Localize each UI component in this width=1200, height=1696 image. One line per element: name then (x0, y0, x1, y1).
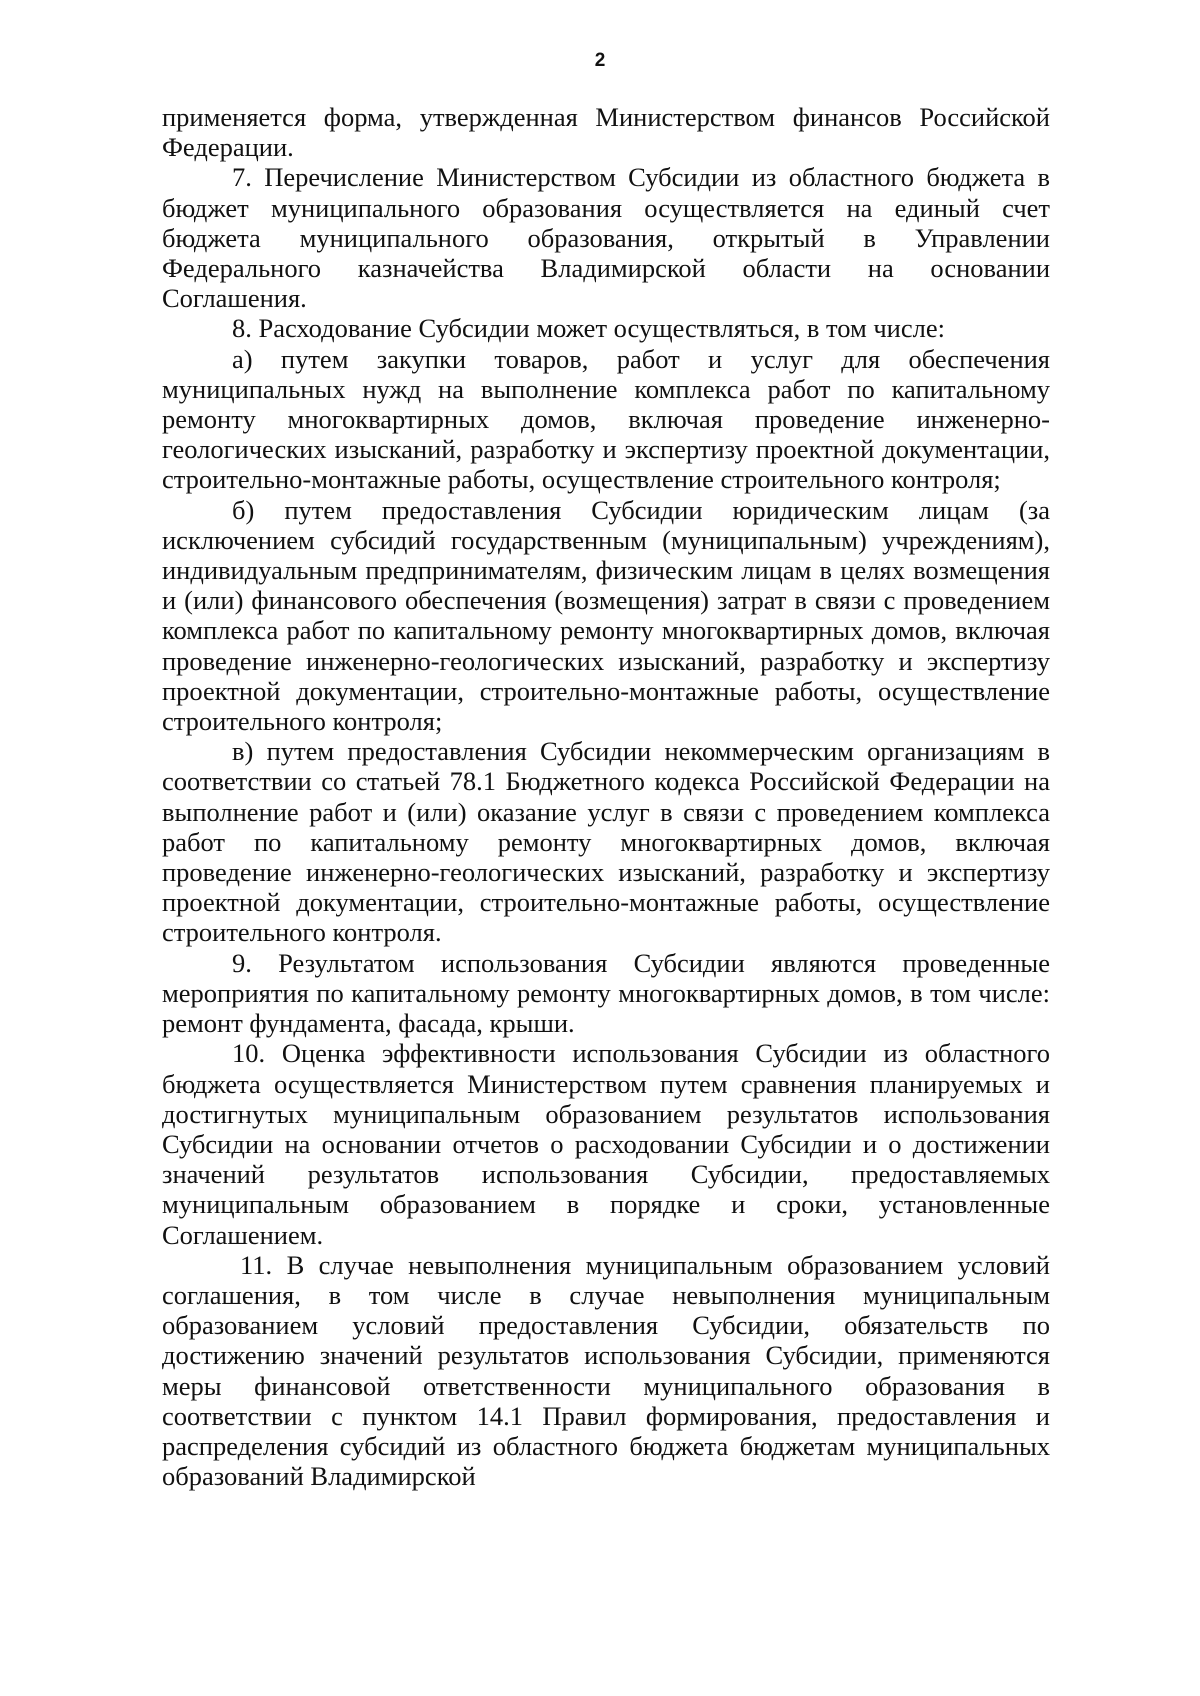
paragraph-item-8b: б) путем предоставления Субсидии юридическим лицам (за исключением субсидий государственным (муниципальным) учреждениям), индивидуальным предпринимателям, физическим лицам в целях возмещения и (или) финансового обеспечения (возмещения) затрат в связи с проведением комплекса работ по капитальному ремонту многоквартирных домов, включая проведение инженерно-геологических изысканий, разработку и экспертизу проектной документации, строительно-монтажные работы, осуществление строительного контроля; (162, 494, 1050, 737)
paragraph-item-8v: в) путем предоставления Субсидии некоммерческим организациям в соответствии со статьей 78.1 Бюджетного кодекса Российской Федерации на выполнение работ и (или) оказание услуг в связи с проведением комплекса работ по капитальному ремонту многоквартирных домов, включая проведение инженерно-геологических изысканий, разработку и экспертизу проектной документации, строительно-монтажные работы, осуществление строительного контроля. (162, 736, 1050, 948)
paragraph-continuation: применяется форма, утвержденная Министерством финансов Российской Федерации. (162, 102, 1050, 163)
document-body (162, 102, 1050, 1491)
page-number: 2 (594, 50, 606, 71)
paragraph-item-7: 7. Перечисление Министерством Субсидии из областного бюджета в бюджет муниципального образования осуществляется на единый счет бюджета муниципального образования, открытый в Управлении Федерального казначейства Владимирской области на основании Соглашения. (162, 162, 1050, 314)
paragraph-item-8: 8. Расходование Субсидии может осуществляться, в том числе: (232, 313, 945, 344)
paragraph-item-9: 9. Результатом использования Субсидии являются проведенные мероприятия по капитальному ремонту многоквартирных домов, в том числе: ремонт фундамента, фасада, крыши. (162, 947, 1050, 1039)
paragraph-item-10: 10. Оценка эффективности использования Субсидии из областного бюджета осуществляется Министерством путем сравнения планируемых и достигнутых муниципальным образованием результатов использования Субсидии на основании отчетов о расходовании Субсидии и о достижении значений результатов использования Субсидии, предоставляемых муниципальным образованием в порядке и сроки, установленные Соглашением. (162, 1038, 1050, 1250)
paragraph-item-8a: а) путем закупки товаров, работ и услуг для обеспечения муниципальных нужд на выполнение комплекса работ по капитальному ремонту многоквартирных домов, включая проведение инженерно-геологических изысканий, разработку и экспертизу проектной документации, строительно-монтажные работы, осуществление строительного контроля; (162, 343, 1050, 495)
paragraph-item-11: 11. В случае невыполнения муниципальным образованием условий соглашения, в том числе в случае невыполнения муниципальным образованием условий предоставления Субсидии, обязательств по достижению значений результатов использования Субсидии, применяются меры финансовой ответственности муниципального образования в соответствии с пунктом 14.1 Правил формирования, предоставления и распределения субсидий из областного бюджета бюджетам муниципальных образований Владимирской (162, 1249, 1050, 1492)
